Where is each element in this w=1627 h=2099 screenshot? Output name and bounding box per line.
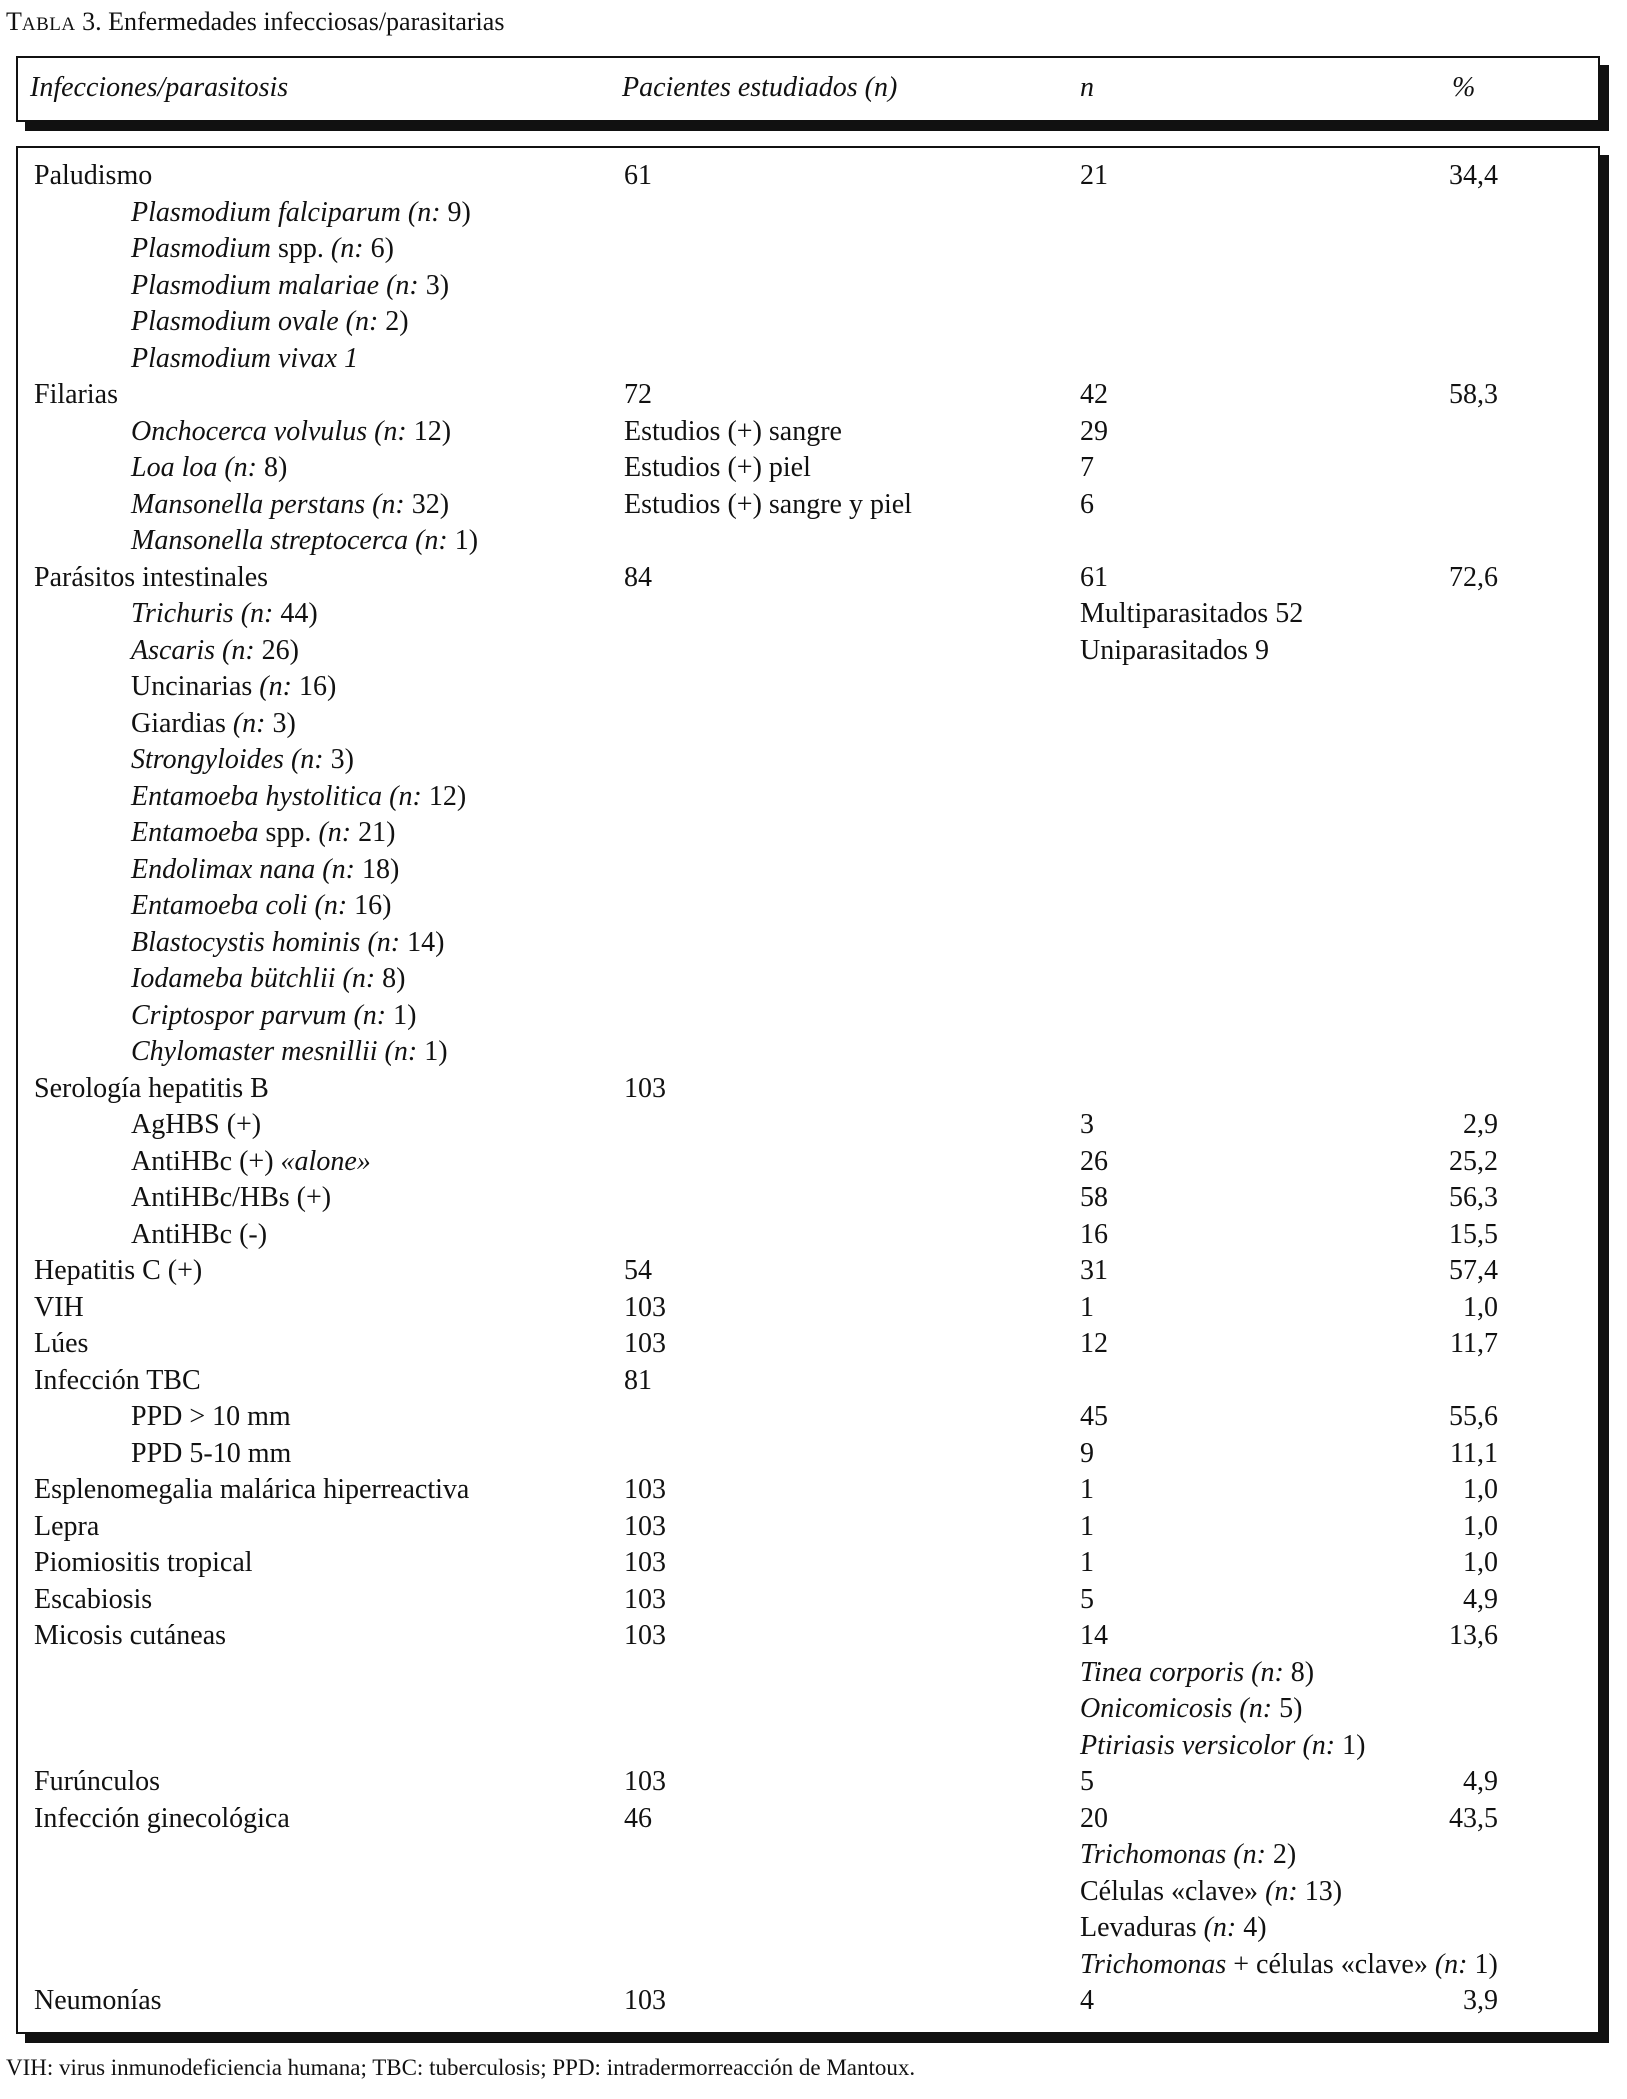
table-row: [18, 961, 1598, 998]
cell-infeccion-segment: Endolimax nana (n:: [131, 853, 362, 885]
table-header: [16, 56, 1600, 122]
cell-infeccion: [131, 596, 318, 632]
cell-n-segment: Células «clave»: [1080, 1875, 1266, 1907]
table-row: [18, 1910, 1598, 1947]
cell-pacientes: Estudios (+) sangre y piel: [624, 488, 912, 520]
cell-n-segment: 4): [1243, 1912, 1267, 1943]
table-row: [18, 706, 1598, 743]
cell-infeccion-segment: Infección TBC: [34, 1364, 201, 1396]
cell-n-segment: 1): [1342, 1729, 1366, 1761]
cell-infeccion-segment: Criptospor parvum (n:: [131, 999, 394, 1031]
table-row: [18, 1472, 1598, 1509]
cell-infeccion: [131, 669, 336, 705]
cell-n-segment: 16: [1080, 1218, 1108, 1250]
cell-infeccion: [34, 1071, 269, 1107]
cell-infeccion-segment: 21): [358, 817, 396, 848]
table-row: [18, 1107, 1598, 1144]
cell-percent: 2,9: [1463, 1109, 1498, 1140]
cell-n-segment: 4: [1080, 1985, 1094, 2016]
cell-pacientes: Estudios (+) sangre: [624, 415, 842, 447]
cell-n: [1080, 377, 1108, 413]
cell-infeccion-segment: (n:: [330, 233, 371, 264]
table-row: [18, 450, 1598, 487]
cell-infeccion-segment: Lúes: [34, 1328, 89, 1359]
cell-infeccion-segment: Plasmodium malariae (n:: [131, 269, 426, 301]
cell-infeccion-segment: Entamoeba hystolitica (n:: [131, 780, 429, 812]
table-row: [18, 1363, 1598, 1400]
cell-infeccion-segment: 3): [425, 269, 450, 301]
cell-n: [1080, 1910, 1267, 1946]
cell-percent: 15,5: [1449, 1218, 1498, 1250]
cell-infeccion-segment: Strongyloides (n:: [131, 744, 331, 775]
cell-pacientes: 103: [624, 1583, 666, 1615]
cell-n: [1080, 1655, 1314, 1691]
table-row: [18, 414, 1598, 451]
cell-percent: 72,6: [1449, 561, 1498, 593]
cell-infeccion-segment: Trichuris (n:: [131, 598, 281, 629]
table-row: [18, 304, 1598, 341]
cell-infeccion: [131, 633, 299, 669]
cell-n: [1080, 487, 1094, 523]
cell-n-segment: 1: [1080, 1510, 1094, 1542]
cell-infeccion-segment: 12): [428, 780, 467, 812]
header-pacientes: Pacientes estudiados (n): [622, 72, 898, 103]
cell-n-segment: 21: [1080, 160, 1108, 191]
table-row: [18, 1290, 1598, 1327]
cell-n-segment: 31: [1080, 1255, 1108, 1286]
table-row: [18, 1728, 1598, 1765]
cell-infeccion: [34, 1582, 152, 1618]
cell-n: [1080, 1545, 1094, 1581]
cell-infeccion: [34, 1326, 88, 1362]
cell-infeccion-segment: Paludismo: [34, 160, 153, 191]
cell-n: [1080, 1691, 1302, 1727]
cell-infeccion-segment: Piomiositis tropical: [34, 1547, 253, 1578]
cell-n: [1080, 1764, 1094, 1800]
cell-infeccion-segment: 12): [413, 415, 452, 447]
cell-n-segment: 20: [1080, 1802, 1108, 1834]
cell-n-segment: 29: [1080, 415, 1108, 447]
cell-n-segment: 5: [1080, 1583, 1094, 1615]
cell-n: [1080, 1837, 1296, 1873]
cell-infeccion-segment: Serología hepatitis B: [34, 1072, 269, 1104]
cell-n-segment: + células «clave»: [1233, 1948, 1435, 1980]
cell-percent: 1,0: [1463, 1291, 1498, 1323]
cell-infeccion: [131, 231, 394, 267]
cell-percent: 4,9: [1463, 1766, 1498, 1797]
table-row: [18, 596, 1598, 633]
cell-n-segment: 9: [1080, 1437, 1094, 1469]
cell-infeccion-segment: (n:: [318, 817, 359, 848]
cell-n-segment: Trichomonas: [1080, 1948, 1234, 1980]
cell-n: [1080, 1618, 1108, 1654]
cell-infeccion-segment: 1): [393, 999, 417, 1031]
cell-percent: 25,2: [1449, 1145, 1498, 1177]
header-infecciones: Infecciones/parasitosis: [30, 72, 289, 103]
table-row: [18, 1509, 1598, 1546]
cell-n: [1080, 158, 1108, 194]
table-row: [18, 1691, 1598, 1728]
cell-percent: 11,1: [1450, 1437, 1498, 1469]
table-row: [18, 779, 1598, 816]
table-row: [18, 158, 1598, 195]
cell-infeccion-segment: Uncinarias: [131, 671, 260, 702]
cell-infeccion: [131, 852, 399, 888]
cell-infeccion-segment: Infección ginecológica: [34, 1802, 290, 1834]
caption-prefix-big: T: [6, 7, 22, 36]
cell-infeccion-segment: Iodameba bütchlii (n:: [131, 963, 383, 994]
cell-n: [1080, 596, 1303, 632]
cell-percent: 56,3: [1449, 1182, 1498, 1213]
table-row: [18, 1217, 1598, 1254]
cell-infeccion-segment: Hepatitis C (+): [34, 1255, 203, 1286]
cell-pacientes: Estudios (+) piel: [624, 452, 811, 483]
cell-n-segment: 7: [1080, 452, 1094, 483]
cell-percent: 3,9: [1463, 1985, 1498, 2016]
cell-n-segment: 1: [1080, 1547, 1094, 1578]
cell-n: [1080, 633, 1269, 669]
caption-title: Enfermedades infecciosas/parasitarias: [108, 7, 505, 36]
cell-infeccion: [131, 998, 416, 1034]
cell-infeccion-segment: 8): [382, 963, 406, 994]
table-row: [18, 669, 1598, 706]
cell-infeccion-segment: Loa loa (n:: [131, 452, 264, 483]
cell-n-segment: Ptiriasis versicolor (n:: [1080, 1729, 1343, 1761]
cell-infeccion: [131, 1399, 291, 1435]
cell-infeccion-segment: Giardias: [131, 707, 233, 739]
cell-n-segment: 58: [1080, 1182, 1108, 1213]
cell-infeccion-segment: 9): [447, 196, 471, 228]
cell-infeccion-segment: Mansonella streptocerca (n:: [131, 525, 455, 556]
table-row: [18, 1436, 1598, 1473]
cell-infeccion: [131, 341, 358, 377]
cell-infeccion-segment: Entamoeba: [131, 817, 266, 848]
cell-n-segment: (n:: [1203, 1912, 1244, 1943]
caption-prefix-small: ABLA: [21, 14, 76, 35]
cell-infeccion-segment: spp.: [265, 817, 319, 848]
cell-n-segment: (n:: [1434, 1948, 1475, 1980]
cell-n-segment: 3: [1080, 1109, 1094, 1140]
table-row: [18, 487, 1598, 524]
table-row: [18, 1582, 1598, 1619]
cell-infeccion: [34, 158, 152, 194]
cell-n-segment: 1: [1080, 1291, 1094, 1323]
cell-n: [1080, 1582, 1094, 1618]
cell-pacientes: 103: [624, 1328, 666, 1359]
cell-n-segment: Multiparasitados 52: [1080, 598, 1304, 629]
cell-percent: 1,0: [1463, 1547, 1498, 1578]
cell-percent: 34,4: [1449, 160, 1498, 191]
table-row: [18, 815, 1598, 852]
table-row: [18, 925, 1598, 962]
table-rows: [18, 158, 1598, 2020]
cell-infeccion: [131, 1436, 291, 1472]
cell-infeccion-segment: Plasmodium ovale (n:: [131, 306, 386, 337]
cell-n-segment: (n:: [1265, 1875, 1305, 1907]
cell-infeccion-segment: AntiHBc/HBs (+): [131, 1182, 332, 1213]
cell-n: [1080, 1947, 1498, 1983]
cell-pacientes: 103: [624, 1547, 666, 1578]
cell-pacientes: 103: [624, 1072, 666, 1104]
cell-infeccion-segment: 3): [330, 744, 354, 775]
table-row: [18, 1874, 1598, 1911]
cell-infeccion: [131, 195, 471, 231]
cell-infeccion-segment: PPD 5-10 mm: [131, 1437, 292, 1469]
cell-infeccion: [34, 560, 268, 596]
header-percent: %: [1452, 72, 1476, 103]
cell-infeccion: [34, 377, 118, 413]
cell-infeccion-segment: Filarias: [34, 379, 118, 410]
table-row: [18, 1801, 1598, 1838]
cell-infeccion: [131, 888, 392, 924]
cell-infeccion-segment: 2): [385, 306, 409, 337]
cell-n-segment: 8): [1290, 1656, 1315, 1688]
cell-infeccion: [34, 1509, 99, 1545]
cell-infeccion-segment: Ascaris (n:: [131, 634, 262, 666]
cell-n-segment: 42: [1080, 379, 1108, 410]
cell-infeccion: [131, 742, 354, 778]
cell-infeccion: [131, 304, 409, 340]
table-row: [18, 1253, 1598, 1290]
table-caption: [6, 4, 504, 43]
table-row: [18, 1618, 1598, 1655]
cell-percent: 57,4: [1449, 1255, 1498, 1286]
cell-infeccion: [131, 815, 395, 851]
cell-infeccion-segment: Neumonías: [34, 1985, 162, 2016]
cell-infeccion-segment: 32): [411, 488, 450, 520]
cell-n-segment: 5): [1279, 1693, 1303, 1724]
cell-infeccion: [131, 1217, 267, 1253]
cell-n-segment: 13): [1304, 1875, 1343, 1907]
cell-infeccion-segment: Plasmodium vivax 1: [131, 342, 359, 374]
cell-infeccion-segment: Furúnculos: [34, 1766, 160, 1797]
cell-infeccion: [131, 1180, 331, 1216]
cell-infeccion-segment: 1): [454, 525, 479, 556]
table-footnote: VIH: virus inmunodeficiencia humana; TBC: tuberculosis; PPD: intradermorreacción de Mantoux.: [6, 2055, 916, 2080]
table-row: [18, 1034, 1598, 1071]
cell-infeccion-segment: AntiHBc (-): [131, 1218, 268, 1250]
cell-n-segment: 5: [1080, 1766, 1094, 1797]
cell-n-segment: 26: [1080, 1145, 1108, 1177]
cell-infeccion-segment: AgHBS (+): [131, 1109, 262, 1140]
cell-infeccion: [131, 961, 406, 997]
cell-n: [1080, 1472, 1094, 1508]
header-n: n: [1080, 72, 1094, 103]
cell-infeccion-segment: Chylomaster mesnillii (n:: [131, 1036, 425, 1067]
cell-n-segment: Levaduras: [1080, 1912, 1204, 1943]
cell-pacientes: 103: [624, 1766, 666, 1797]
cell-infeccion-segment: 14): [407, 926, 445, 958]
cell-infeccion-segment: «alone»: [280, 1145, 371, 1177]
table-row: [18, 1545, 1598, 1582]
cell-infeccion-segment: Plasmodium falciparum (n:: [131, 196, 448, 228]
cell-n-segment: 45: [1080, 1401, 1108, 1432]
caption-number: 3.: [75, 7, 109, 36]
table-row: [18, 377, 1598, 414]
cell-infeccion: [34, 1253, 202, 1289]
table-row: [18, 1655, 1598, 1692]
cell-percent: 1,0: [1463, 1510, 1498, 1542]
cell-pacientes: 103: [624, 1985, 666, 2016]
cell-n: [1080, 1144, 1108, 1180]
cell-infeccion: [34, 1545, 253, 1581]
cell-infeccion-segment: 6): [370, 233, 394, 264]
cell-n-segment: 6: [1080, 488, 1094, 520]
cell-n-segment: Trichomonas (n:: [1080, 1839, 1273, 1870]
table-row: [18, 1399, 1598, 1436]
table-body: [16, 146, 1600, 2034]
cell-n-segment: Tinea corporis (n:: [1080, 1656, 1291, 1688]
table-row: [18, 195, 1598, 232]
cell-n: [1080, 1399, 1108, 1435]
cell-n: [1080, 1509, 1094, 1545]
cell-infeccion-segment: VIH: [34, 1291, 84, 1323]
table-row: [18, 1983, 1598, 2020]
cell-percent: 55,6: [1449, 1401, 1498, 1432]
cell-n: [1080, 1107, 1094, 1143]
cell-n: [1080, 1436, 1094, 1472]
cell-infeccion: [34, 1363, 201, 1399]
table-row: [18, 1144, 1598, 1181]
cell-n-segment: 1: [1080, 1474, 1094, 1505]
cell-infeccion-segment: Micosis cutáneas: [34, 1620, 227, 1651]
cell-infeccion-segment: Plasmodium: [131, 233, 278, 264]
table-row: [18, 998, 1598, 1035]
cell-infeccion-segment: 44): [280, 598, 318, 629]
cell-n: [1080, 1180, 1108, 1216]
cell-percent: 43,5: [1449, 1802, 1498, 1834]
cell-percent: 1,0: [1463, 1474, 1498, 1505]
cell-infeccion-segment: 1): [424, 1036, 448, 1067]
cell-infeccion: [34, 1472, 469, 1508]
cell-infeccion: [131, 1144, 371, 1180]
cell-infeccion-segment: Parásitos intestinales: [34, 561, 269, 593]
cell-infeccion-segment: (n:: [259, 671, 299, 702]
table-row: [18, 1180, 1598, 1217]
cell-n: [1080, 1874, 1342, 1910]
cell-percent: 13,6: [1449, 1620, 1498, 1651]
cell-percent: 11,7: [1450, 1328, 1498, 1359]
cell-n-segment: 61: [1080, 561, 1108, 593]
cell-infeccion-segment: 8): [264, 452, 288, 483]
cell-infeccion: [131, 414, 451, 450]
cell-infeccion-segment: Lepra: [34, 1510, 100, 1542]
cell-pacientes: 103: [624, 1620, 666, 1651]
cell-infeccion-segment: Onchocerca volvulus (n:: [131, 415, 414, 447]
cell-infeccion-segment: Blastocystis hominis (n:: [131, 926, 408, 958]
cell-pacientes: 81: [624, 1364, 652, 1396]
cell-infeccion-segment: AntiHBc (+): [131, 1145, 281, 1177]
cell-infeccion: [34, 1764, 160, 1800]
cell-infeccion: [131, 706, 296, 742]
cell-infeccion: [131, 1034, 448, 1070]
cell-n-segment: Onicomicosis (n:: [1080, 1693, 1280, 1724]
table-row: [18, 341, 1598, 378]
cell-percent: 58,3: [1449, 379, 1498, 410]
cell-n: [1080, 1326, 1108, 1362]
table-row: [18, 1071, 1598, 1108]
cell-n: [1080, 1253, 1108, 1289]
cell-infeccion: [131, 268, 449, 304]
cell-infeccion: [131, 779, 466, 815]
cell-infeccion-segment: (n:: [232, 707, 273, 739]
cell-infeccion-segment: Entamoeba coli (n:: [131, 890, 355, 921]
cell-n: [1080, 1983, 1094, 2019]
cell-pacientes: 61: [624, 160, 652, 191]
table-row: [18, 888, 1598, 925]
cell-n: [1080, 1217, 1108, 1253]
cell-pacientes: 84: [624, 561, 652, 593]
cell-pacientes: 103: [624, 1510, 666, 1542]
cell-infeccion-segment: PPD > 10 mm: [131, 1401, 291, 1432]
cell-n: [1080, 450, 1094, 486]
cell-infeccion-segment: 26): [261, 634, 299, 666]
cell-infeccion: [131, 1107, 261, 1143]
cell-infeccion: [131, 925, 444, 961]
cell-infeccion: [34, 1618, 226, 1654]
cell-n: [1080, 414, 1108, 450]
cell-n: [1080, 1728, 1365, 1764]
cell-infeccion-segment: Esplenomegalia malárica hiperreactiva: [34, 1474, 470, 1505]
table-row: [18, 633, 1598, 670]
table-row: [18, 1326, 1598, 1363]
table-row: [18, 1837, 1598, 1874]
cell-pacientes: 72: [624, 379, 652, 410]
cell-infeccion-segment: 18): [361, 853, 400, 885]
cell-infeccion: [131, 487, 449, 523]
cell-infeccion-segment: Escabiosis: [34, 1583, 153, 1615]
cell-n-segment: 2): [1272, 1839, 1297, 1870]
cell-infeccion: [131, 523, 478, 559]
table-row: [18, 852, 1598, 889]
cell-infeccion-segment: Mansonella perstans (n:: [131, 488, 412, 520]
cell-infeccion-segment: spp.: [278, 233, 331, 264]
cell-n: [1080, 1290, 1094, 1326]
cell-n: [1080, 560, 1108, 596]
cell-n-segment: 14: [1080, 1620, 1108, 1651]
table-row: [18, 742, 1598, 779]
cell-infeccion: [34, 1290, 84, 1326]
cell-percent: 4,9: [1463, 1583, 1498, 1615]
cell-pacientes: 54: [624, 1255, 652, 1286]
cell-pacientes: 103: [624, 1474, 666, 1505]
cell-n-segment: Uniparasitados 9: [1080, 634, 1269, 666]
cell-infeccion-segment: 16): [298, 671, 337, 702]
table-row: [18, 1947, 1598, 1984]
table-row: [18, 231, 1598, 268]
cell-infeccion: [34, 1983, 162, 2019]
table-row: [18, 1764, 1598, 1801]
cell-pacientes: 46: [624, 1802, 652, 1834]
cell-n: [1080, 1801, 1108, 1837]
cell-n-segment: 12: [1080, 1328, 1108, 1359]
table-row: [18, 268, 1598, 305]
cell-n-segment: 1): [1474, 1948, 1498, 1980]
cell-infeccion-segment: 16): [354, 890, 392, 921]
cell-pacientes: 103: [624, 1291, 666, 1323]
cell-infeccion-segment: 3): [272, 707, 296, 739]
table-row: [18, 523, 1598, 560]
cell-infeccion: [34, 1801, 290, 1837]
cell-infeccion: [131, 450, 287, 486]
table-row: [18, 560, 1598, 597]
